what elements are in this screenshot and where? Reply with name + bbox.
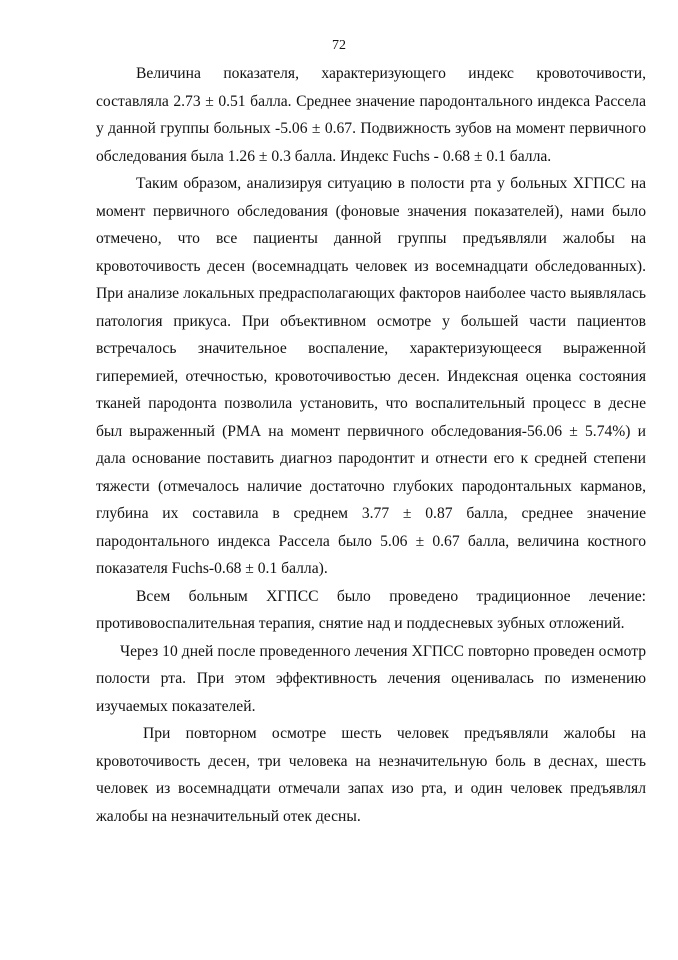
document-body bbox=[96, 60, 646, 830]
page-number: 72 bbox=[332, 38, 346, 53]
paragraph-follow-up: Через 10 дней после проведенного лечения ХГПСС повторно проведен осмотр полости рта. При этом эффективность лечения оценивалась по изменению изучаемых показателей. bbox=[96, 642, 646, 715]
paragraph-bleeding-index: Величина показателя, характеризующего индекс кровоточивости, составляла 2.73 ± 0.51 балла. Среднее значение пародонтального индекса Рассела у данной группы больных -5.06 ± 0.67. Подвижность зубов на момент первичного обследования была 1.26 ± 0.3 балла. Индекс Fuchs - 0.68 ± 0.1 балла. bbox=[96, 65, 646, 165]
paragraph-treatment: Всем больным ХГПСС было проведено традиционное лечение: противовоспалительная терапия, снятие над и поддесневых зубных отложений. bbox=[96, 587, 646, 632]
paragraph-initial-exam-summary: Таким образом, анализируя ситуацию в полости рта у больных ХГПСС на момент первичного обследования (фоновые значения показателей), нами было отмечено, что все пациенты данной группы предъявляли жалобы на кровоточивость десен (восемнадцать человек из восемнадцати обследованных). При анализе локальных предрасполагающих факторов наиболее часто выявлялась патология прикуса. При объективном осмотре у большей части пациентов встречалось значительное воспаление, характеризующееся выраженной гиперемией, отечностью, кровоточивостью десен. Индексная оценка состояния тканей пародонта позволила установить, что воспалительный процесс в десне был выраженный (РМА на момент первичного обследования-56.06 ± 5.74%) и дала основание поставить диагноз пародонтит и отнести его к средней степени тяжести (отмечалось наличие достаточно глубоких пародонтальных карманов, глубина их составила в среднем 3.77 ± 0.87 балла, среднее значение пародонтального индекса Рассела было 5.06 ± 0.67 балла, величина костного показателя Fuchs-0.68 ± 0.1 балла). bbox=[96, 175, 646, 577]
paragraph-repeat-exam: При повторном осмотре шесть человек предъявляли жалобы на кровоточивость десен, три человека на незначительную боль в деснах, шесть человек из восемнадцати отмечали запах изо рта, и один человек предъявлял жалобы на незначительный отек десны. bbox=[96, 725, 646, 825]
